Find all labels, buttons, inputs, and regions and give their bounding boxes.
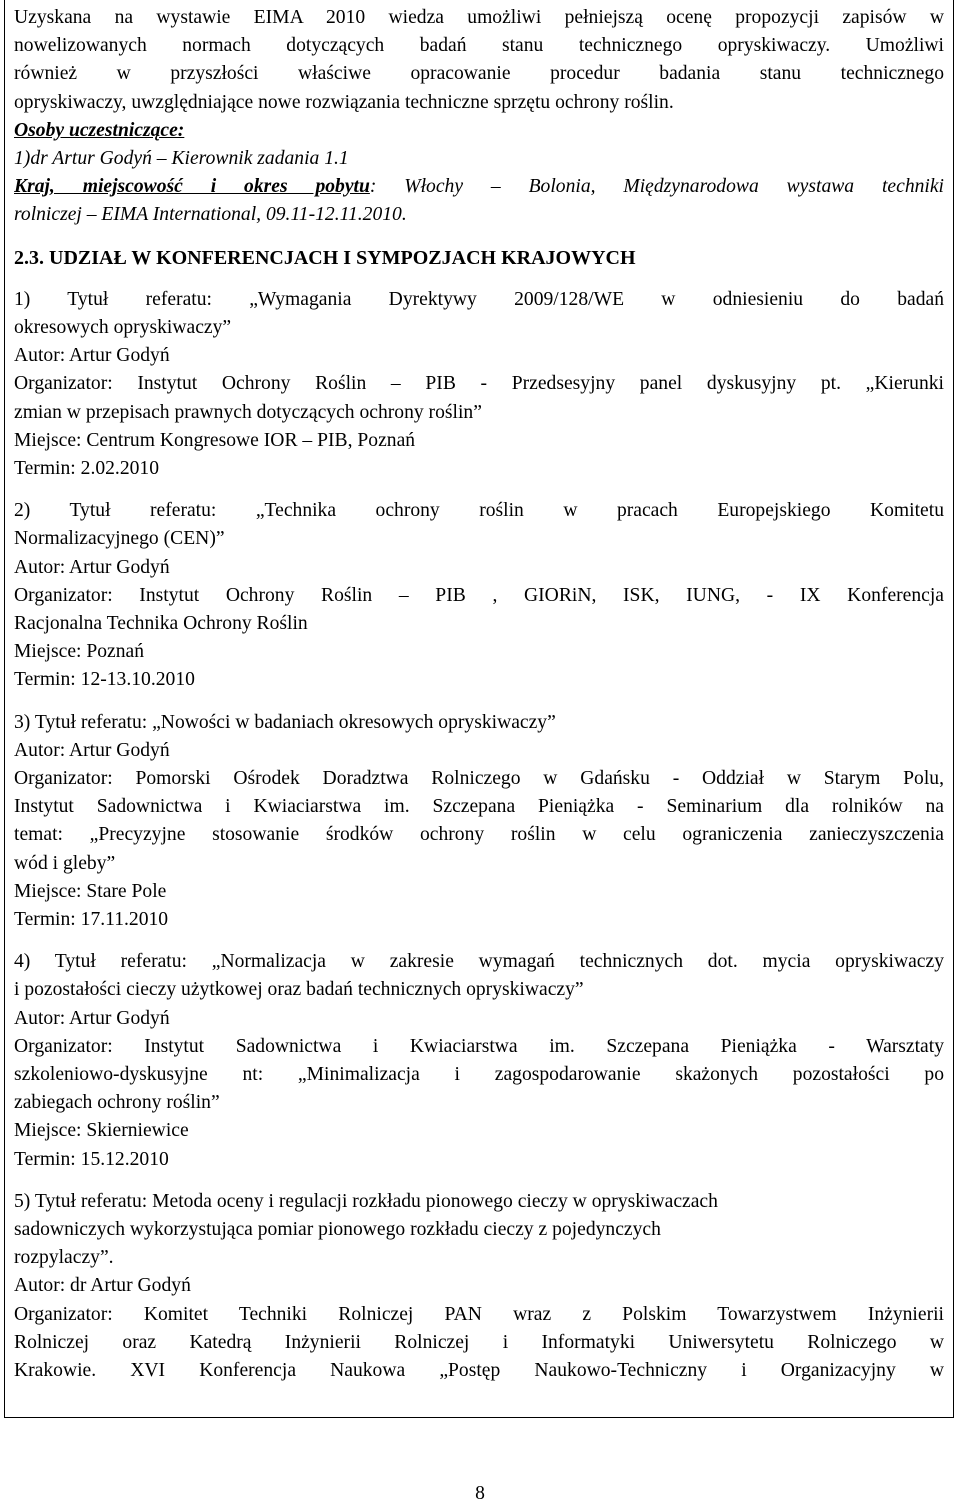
item-place: Miejsce: Centrum Kongresowe IOR – PIB, Poznań [14,429,416,451]
intro-line-3: również w przyszłości właściwe opracowanie procedur badania stanu technicznego [14,63,944,85]
spacer [14,934,944,948]
item-organizer-line-1: Organizator: Instytut Ochrony Roślin – PIB - Przedsesyjny panel dyskusyjny pt. „Kierunki [14,373,944,395]
item-organizer-line-3: zabiegach ochrony roślin” [14,1092,220,1114]
item-organizer-line-1: Organizator: Pomorski Ośrodek Doradztwa Rolniczego w Gdańsku - Oddział w Starym Polu, [14,767,944,789]
spacer [14,230,944,244]
intro-line-2: nowelizowanych normach dotyczących badań stanu technicznego opryskiwaczy. Umożliwi [14,35,944,57]
item-title-line-2: i pozostałości cieczy użytkowej oraz badań technicznych opryskiwaczy” [14,979,584,1001]
section-number: 2.3. [14,246,44,269]
item-organizer-line-1: Organizator: Instytut Ochrony Roślin – PIB , GIORiN, ISK, IUNG, - IX Konferencja [14,584,944,606]
item-title-line-1: 3) Tytuł referatu: „Nowości w badaniach okresowych opryskiwaczy” [14,711,556,733]
item-date: Termin: 15.12.2010 [14,1148,169,1170]
item-place: Miejsce: Stare Pole [14,880,167,902]
item-organizer-line-1: Organizator: Komitet Techniki Rolniczej PAN wraz z Polskim Towarzystwem Inżynierii [14,1303,944,1325]
section-title: UDZIAŁ W KONFERENCJACH I SYMPOZJACH KRAJOWYCH [49,246,636,269]
item-author: Autor: dr Artur Godyń [14,1275,191,1297]
participants-label: Osoby uczestniczące: [14,119,185,141]
item-title-line-1: 2) Tytuł referatu: „Technika ochrony roślin w pracach Europejskiego Komitetu [14,500,944,522]
item-author: Autor: Artur Godyń [14,556,170,578]
item-title-line-1: 5) Tytuł referatu: Metoda oceny i regulacji rozkładu pionowego cieczy w opryskiwaczach [14,1190,718,1212]
item-author: Autor: Artur Godyń [14,345,170,367]
item-organizer-line-2: Rolniczej oraz Katedrą Inżynierii Rolniczej i Informatyki Uniwersytetu Rolniczego w [14,1331,944,1353]
spacer [14,695,944,709]
intro-line-1: Uzyskana na wystawie EIMA 2010 wiedza umożliwi pełniejszą ocenę propozycji zapisów w [14,7,944,28]
place-line-2: rolniczej – EIMA International, 09.11-12.11.2010. [14,204,407,226]
item-organizer-line-2: zmian w przepisach prawnych dotyczących ochrony roślin” [14,401,482,423]
place-label: Kraj, miejscowość i okres pobytu [14,176,370,198]
place-line-1 [14,173,944,201]
item-title-line-1: 1) Tytuł referatu: „Wymagania Dyrektywy 2009/128/WE w odniesieniu do badań [14,288,944,310]
list-item [14,948,944,1174]
item-date: Termin: 17.11.2010 [14,908,169,930]
list-item [14,1188,944,1385]
page-content [14,4,944,1385]
item-organizer-line-2: Racjonalna Technika Ochrony Roślin [14,612,308,634]
item-author: Autor: Artur Godyń [14,1007,170,1029]
item-title-line-2: sadowniczych wykorzystująca pomiar pionowego rozkładu cieczy z pojedynczych [14,1218,661,1240]
item-title-line-2: Normalizacyjnego (CEN)” [14,528,225,550]
item-organizer-line-3: temat: „Precyzyjne stosowanie środków ochrony roślin w celu ograniczenia zanieczyszczenia [14,824,944,846]
item-place: Miejsce: Skierniewice [14,1120,189,1142]
intro-line-4: opryskiwaczy, uwzględniające nowe rozwiązania techniczne sprzętu ochrony roślin. [14,91,674,113]
item-author: Autor: Artur Godyń [14,739,170,761]
item-title-line-1: 4) Tytuł referatu: „Normalizacja w zakresie wymagań technicznych dot. mycia opryskiwaczy [14,951,944,973]
list-item [14,286,944,483]
section-heading [14,244,944,272]
item-date: Termin: 2.02.2010 [14,457,160,479]
item-organizer-line-4: wód i gleby” [14,852,116,874]
spacer [14,272,944,286]
item-title-line-3: rozpylaczy”. [14,1247,114,1269]
item-title-line-2: okresowych opryskiwaczy” [14,316,232,338]
item-organizer-line-2: Instytut Sadownictwa i Kwiaciarstwa im. Szczepana Pieniążka - Seminarium dla rolników na [14,796,944,818]
spacer [14,1174,944,1188]
page-number: 8 [475,1483,485,1504]
item-organizer-line-3: Krakowie. XVI Konferencja Naukowa „Postęp Naukowo-Techniczny i Organizacyjny w [14,1359,944,1381]
place-text-1: : Włochy – Bolonia, Międzynarodowa wystawa techniki [369,176,944,198]
list-item [14,709,944,935]
spacer [14,483,944,497]
participant: 1)dr Artur Godyń – Kierownik zadania 1.1 [14,147,349,169]
item-date: Termin: 12-13.10.2010 [14,669,195,691]
list-item [14,497,944,694]
item-organizer-line-1: Organizator: Instytut Sadownictwa i Kwiaciarstwa im. Szczepana Pieniążka - Warsztaty [14,1035,944,1057]
item-organizer-line-2: szkoleniowo-dyskusyjne nt: „Minimalizacja i zagospodarowanie skażonych pozostałości po [14,1063,944,1085]
item-place: Miejsce: Poznań [14,641,145,663]
